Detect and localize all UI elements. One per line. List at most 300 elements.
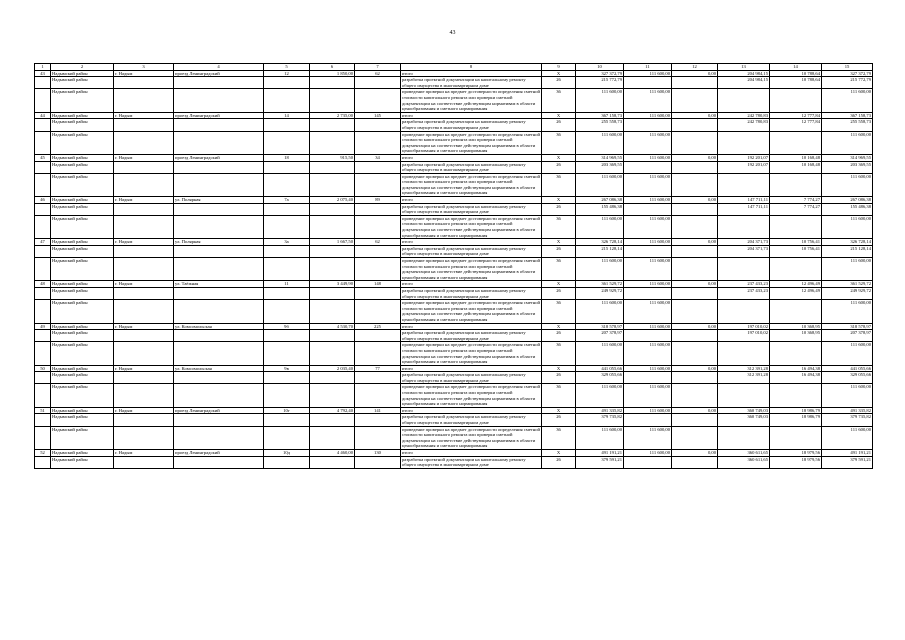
area-cell: [310, 203, 355, 215]
cost-cell: 147 711,11: [718, 203, 770, 215]
quantity-cell: [355, 131, 401, 154]
total-cost-cell: 491 335,82: [576, 407, 624, 414]
cost-cell: 255 558,73: [822, 119, 873, 131]
code-cell: X: [542, 450, 576, 457]
quantity-cell: 34: [355, 154, 401, 161]
row-number: [35, 342, 51, 365]
cost-cell: 111 600,00: [822, 89, 873, 112]
town-cell: [114, 330, 174, 342]
cost-cell: [624, 456, 672, 468]
street-cell: проезд Ленинградский: [174, 112, 264, 119]
row-number: 48: [35, 281, 51, 288]
cost-cell: 0,00: [672, 323, 718, 330]
cost-cell: [624, 245, 672, 257]
work-type-cell: разработка проектной документации на капитальному ремонту общего имущества в многоквартирном доме: [401, 330, 542, 342]
cost-cell: 111 600,00: [624, 112, 672, 119]
town-cell: г. Надым: [114, 407, 174, 414]
row-number: [35, 414, 51, 426]
town-cell: г. Надым: [114, 154, 174, 161]
cost-cell: 18 979,56: [770, 456, 822, 468]
area-cell: 4 792,40: [310, 407, 355, 414]
code-cell: 36: [542, 384, 576, 407]
street-cell: [174, 119, 264, 131]
work-type-cell: итого: [401, 407, 542, 414]
cost-cell: [672, 330, 718, 342]
cost-cell: 326 728,14: [822, 239, 873, 246]
table-row: [35, 131, 873, 154]
area-cell: 1 667,50: [310, 239, 355, 246]
cost-cell: 111 600,00: [624, 197, 672, 204]
work-type-cell: разработка проектной документации на капитальному ремонту общего имущества в многоквартирном доме: [401, 245, 542, 257]
work-type-cell: итого: [401, 154, 542, 161]
code-cell: 36: [542, 173, 576, 196]
cost-cell: 360 749,03: [718, 407, 770, 414]
area-cell: [310, 245, 355, 257]
cost-cell: [672, 203, 718, 215]
cost-cell: 18 979,56: [770, 450, 822, 457]
town-cell: г. Надым: [114, 70, 174, 77]
cost-cell: 491 191,21: [822, 450, 873, 457]
house-cell: 9б: [264, 323, 310, 330]
cost-cell: [672, 414, 718, 426]
cost-cell: 111 600,00: [624, 426, 672, 449]
area-cell: [310, 384, 355, 407]
district-cell: Надымский район: [51, 287, 114, 299]
house-cell: [264, 203, 310, 215]
town-cell: г. Надым: [114, 365, 174, 372]
table-row: [35, 258, 873, 281]
cost-cell: 155 486,38: [822, 203, 873, 215]
cost-cell: 7 774,27: [770, 203, 822, 215]
quantity-cell: [355, 456, 401, 468]
area-cell: [310, 372, 355, 384]
code-cell: X: [542, 239, 576, 246]
street-cell: проезд Ленинградский: [174, 407, 264, 414]
area-cell: 2 075,40: [310, 197, 355, 204]
district-cell: Надымский район: [51, 258, 114, 281]
cost-cell: [718, 342, 770, 365]
capital-repair-table: [34, 63, 873, 469]
code-cell: 26: [542, 414, 576, 426]
cost-cell: 10 788,64: [770, 70, 822, 77]
cost-cell: 192 201,07: [718, 161, 770, 173]
work-type-cell: разработка проектной документации на капитальному ремонту общего имущества в многоквартирном доме: [401, 77, 542, 89]
table-row: [35, 203, 873, 215]
cost-cell: 111 600,00: [822, 173, 873, 196]
cost-cell: [624, 287, 672, 299]
cost-cell: 197 010,02: [718, 330, 770, 342]
cost-cell: 16 494,38: [770, 372, 822, 384]
work-type-cell: разработка проектной документации на капитальному ремонту общего имущества в многоквартирном доме: [401, 161, 542, 173]
street-cell: [174, 456, 264, 468]
street-cell: [174, 384, 264, 407]
cost-cell: [672, 372, 718, 384]
street-cell: [174, 173, 264, 196]
town-cell: [114, 89, 174, 112]
town-cell: г. Надым: [114, 112, 174, 119]
cost-cell: [624, 414, 672, 426]
quantity-cell: 145: [355, 112, 401, 119]
cost-cell: [672, 119, 718, 131]
street-cell: [174, 426, 264, 449]
code-cell: 36: [542, 426, 576, 449]
district-cell: Надымский район: [51, 112, 114, 119]
town-cell: [114, 426, 174, 449]
code-cell: 26: [542, 372, 576, 384]
town-cell: [114, 173, 174, 196]
town-cell: [114, 258, 174, 281]
code-cell: 26: [542, 287, 576, 299]
cost-cell: 0,00: [672, 112, 718, 119]
district-cell: Надымский район: [51, 173, 114, 196]
street-cell: проезд Ленинградский: [174, 450, 264, 457]
district-cell: Надымский район: [51, 281, 114, 288]
work-type-cell: проведение проверки на предмет достоверности определения сметной стоимости капитального ремонта или проверки сметной документации на соответствие действующим нормативам в области ценообразования и сметного нормирования: [402, 342, 540, 365]
row-number: 49: [35, 323, 51, 330]
street-cell: [174, 330, 264, 342]
total-cost-cell: 111 600,00: [576, 300, 624, 323]
work-type-cell: итого: [401, 323, 542, 330]
table-row: [35, 281, 873, 288]
table-row: [35, 161, 873, 173]
cost-cell: 7 774,27: [770, 197, 822, 204]
town-cell: [114, 287, 174, 299]
district-cell: Надымский район: [51, 245, 114, 257]
total-cost-cell: 111 600,00: [576, 215, 624, 238]
table-row: [35, 365, 873, 372]
cost-cell: 361 529,72: [822, 281, 873, 288]
quantity-cell: [355, 287, 401, 299]
work-type-cell: разработка проектной документации на капитальному ремонту общего имущества в многоквартирном доме: [401, 414, 542, 426]
house-cell: [264, 215, 310, 238]
cost-cell: 0,00: [672, 154, 718, 161]
cost-cell: 237 433,23: [718, 281, 770, 288]
town-cell: г. Надым: [114, 281, 174, 288]
row-number: 50: [35, 365, 51, 372]
cost-cell: 111 600,00: [624, 365, 672, 372]
district-cell: Надымский район: [51, 426, 114, 449]
area-cell: [310, 287, 355, 299]
row-number: [35, 426, 51, 449]
column-number: 1: [35, 64, 51, 71]
cost-cell: 18 986,79: [770, 407, 822, 414]
house-cell: [264, 426, 310, 449]
town-cell: г. Надым: [114, 323, 174, 330]
street-cell: ул. Полярная: [174, 239, 264, 246]
work-type-cell: разработка проектной документации на капитальному ремонту общего имущества в многоквартирном доме: [401, 119, 542, 131]
total-cost-cell: 207 378,97: [576, 330, 624, 342]
cost-cell: 204 984,15: [718, 77, 770, 89]
cost-cell: [624, 77, 672, 89]
house-cell: [264, 161, 310, 173]
quantity-cell: 141: [355, 407, 401, 414]
code-cell: X: [542, 70, 576, 77]
cost-cell: 237 433,23: [718, 287, 770, 299]
cost-cell: 111 600,00: [822, 300, 873, 323]
cost-cell: 111 600,00: [822, 384, 873, 407]
area-cell: 4 460,00: [310, 450, 355, 457]
district-cell: Надымский район: [51, 330, 114, 342]
cost-cell: 312 391,28: [718, 372, 770, 384]
work-type-cell: проведение проверки на предмет достоверности определения сметной стоимости капитального ремонта или проверки сметной документации на соответствие действующим нормативам в области ценообразования и сметного нормирования: [402, 258, 540, 280]
quantity-cell: [355, 245, 401, 257]
cost-cell: 111 600,00: [624, 323, 672, 330]
cost-cell: 0,00: [672, 450, 718, 457]
town-cell: [114, 342, 174, 365]
table-row: [35, 456, 873, 468]
town-cell: [114, 203, 174, 215]
district-cell: Надымский район: [51, 372, 114, 384]
district-cell: Надымский район: [51, 450, 114, 457]
cost-cell: 147 711,11: [718, 197, 770, 204]
street-cell: [174, 300, 264, 323]
cost-cell: 111 600,00: [624, 450, 672, 457]
area-cell: 4 530,70: [310, 323, 355, 330]
area-cell: [310, 89, 355, 112]
work-type-cell: разработка проектной документации на капитальному ремонту общего имущества в многоквартирном доме: [401, 203, 542, 215]
cost-cell: [624, 119, 672, 131]
total-cost-cell: 111 600,00: [576, 342, 624, 365]
work-type-cell: проведение проверки на предмет достоверности определения сметной стоимости капитального ремонта или проверки сметной документации на соответствие действующим нормативам в области ценообразования и сметного нормирования: [402, 215, 540, 238]
table-row: [35, 330, 873, 342]
table-row: [35, 119, 873, 131]
cost-cell: 204 371,73: [718, 245, 770, 257]
work-type-cell: проведение проверки на предмет достоверности определения сметной стоимости капитального ремонта или проверки сметной документации на соответствие действующим нормативам в области ценообразования и сметного нормирования: [402, 173, 540, 196]
cost-cell: 204 984,15: [718, 70, 770, 77]
cost-cell: 242 780,83: [718, 119, 770, 131]
district-cell: Надымский район: [51, 119, 114, 131]
cost-cell: 10 788,64: [770, 77, 822, 89]
house-cell: [264, 89, 310, 112]
quantity-cell: [355, 384, 401, 407]
street-cell: [174, 131, 264, 154]
row-number: [35, 456, 51, 468]
row-number: 47: [35, 239, 51, 246]
cost-cell: [718, 173, 770, 196]
street-cell: [174, 414, 264, 426]
district-cell: Надымский район: [51, 89, 114, 112]
cost-cell: 491 335,82: [822, 407, 873, 414]
row-number: [35, 89, 51, 112]
cost-cell: 111 600,00: [624, 258, 672, 281]
cost-cell: [770, 342, 822, 365]
cost-cell: [770, 89, 822, 112]
cost-cell: 0,00: [672, 239, 718, 246]
table-row: [35, 323, 873, 330]
cost-cell: [770, 384, 822, 407]
area-cell: [310, 77, 355, 89]
house-cell: 18: [264, 154, 310, 161]
cost-cell: 111 600,00: [822, 426, 873, 449]
quantity-cell: [355, 330, 401, 342]
cost-cell: 204 371,73: [718, 239, 770, 246]
house-cell: 14: [264, 112, 310, 119]
table-row: [35, 414, 873, 426]
street-cell: [174, 258, 264, 281]
quantity-cell: [355, 414, 401, 426]
cost-cell: [672, 215, 718, 238]
cost-cell: [624, 203, 672, 215]
area-cell: [310, 330, 355, 342]
quantity-cell: [355, 77, 401, 89]
total-cost-cell: 379 735,82: [576, 414, 624, 426]
total-cost-cell: 111 600,00: [576, 426, 624, 449]
column-number: 2: [51, 64, 114, 71]
code-cell: 26: [542, 77, 576, 89]
house-cell: 9в: [264, 365, 310, 372]
house-cell: [264, 245, 310, 257]
cost-cell: 12 496,49: [770, 281, 822, 288]
district-cell: Надымский район: [51, 342, 114, 365]
work-type-cell: итого: [401, 365, 542, 372]
cost-cell: 0,00: [672, 365, 718, 372]
district-cell: Надымский район: [51, 77, 114, 89]
house-cell: 12: [264, 70, 310, 77]
cost-cell: [718, 258, 770, 281]
table-row: [35, 300, 873, 323]
cost-cell: 10 756,41: [770, 239, 822, 246]
area-cell: [310, 456, 355, 468]
work-type-cell: итого: [401, 197, 542, 204]
area-cell: 915,50: [310, 154, 355, 161]
cost-cell: 111 600,00: [822, 342, 873, 365]
cost-cell: 10 168,48: [770, 161, 822, 173]
cost-cell: 111 600,00: [624, 300, 672, 323]
row-number: [35, 258, 51, 281]
quantity-cell: 89: [355, 197, 401, 204]
cost-cell: 327 372,79: [822, 70, 873, 77]
code-cell: X: [542, 197, 576, 204]
column-number: 8: [401, 64, 542, 71]
house-cell: [264, 342, 310, 365]
cost-cell: 203 369,55: [822, 161, 873, 173]
district-cell: Надымский район: [51, 70, 114, 77]
street-cell: проезд Ленинградский: [174, 154, 264, 161]
town-cell: [114, 245, 174, 257]
cost-cell: [672, 426, 718, 449]
row-number: [35, 372, 51, 384]
cost-cell: 111 600,00: [624, 154, 672, 161]
row-number: 52: [35, 450, 51, 457]
cost-cell: 10 168,48: [770, 154, 822, 161]
column-number-row: [35, 64, 873, 71]
area-cell: [310, 342, 355, 365]
cost-cell: 379 735,82: [822, 414, 873, 426]
cost-cell: 329 055,66: [822, 372, 873, 384]
cost-cell: 0,00: [672, 70, 718, 77]
street-cell: [174, 372, 264, 384]
cost-cell: 249 929,72: [822, 287, 873, 299]
house-cell: [264, 414, 310, 426]
total-cost-cell: 314 969,55: [576, 154, 624, 161]
cost-cell: [624, 372, 672, 384]
code-cell: 36: [542, 300, 576, 323]
cost-cell: 318 578,97: [822, 323, 873, 330]
cost-cell: [770, 173, 822, 196]
total-cost-cell: 203 369,55: [576, 161, 624, 173]
cost-cell: 215 128,14: [822, 245, 873, 257]
total-cost-cell: 327 372,79: [576, 70, 624, 77]
code-cell: 26: [542, 203, 576, 215]
column-number: 15: [822, 64, 873, 71]
street-cell: проезд Ленинградский: [174, 70, 264, 77]
total-cost-cell: 111 600,00: [576, 131, 624, 154]
cost-cell: 111 600,00: [624, 239, 672, 246]
street-cell: [174, 215, 264, 238]
quantity-cell: [355, 215, 401, 238]
total-cost-cell: 249 929,72: [576, 287, 624, 299]
cost-cell: [718, 384, 770, 407]
quantity-cell: [355, 300, 401, 323]
code-cell: X: [542, 407, 576, 414]
column-number: 9: [542, 64, 576, 71]
town-cell: [114, 456, 174, 468]
cost-cell: 18 986,79: [770, 414, 822, 426]
cost-cell: 111 600,00: [624, 70, 672, 77]
cost-cell: 111 600,00: [624, 89, 672, 112]
code-cell: 36: [542, 131, 576, 154]
district-cell: Надымский район: [51, 323, 114, 330]
street-cell: ул. Таёжная: [174, 281, 264, 288]
page-number: 43: [449, 30, 456, 36]
cost-cell: [770, 258, 822, 281]
cost-cell: [672, 384, 718, 407]
code-cell: X: [542, 112, 576, 119]
house-cell: 7а: [264, 197, 310, 204]
total-cost-cell: 111 600,00: [576, 89, 624, 112]
cost-cell: [624, 330, 672, 342]
code-cell: 36: [542, 215, 576, 238]
cost-cell: 242 780,83: [718, 112, 770, 119]
column-number: 6: [310, 64, 355, 71]
cost-cell: [672, 173, 718, 196]
work-type-cell: проведение проверки на предмет достоверности определения сметной стоимости капитального ремонта или проверки сметной документации на соответствие действующим нормативам в области ценообразования и сметного нормирования: [402, 426, 540, 449]
cost-cell: [672, 131, 718, 154]
row-number: 43: [35, 70, 51, 77]
cost-cell: 267 086,38: [822, 197, 873, 204]
cost-cell: 192 201,07: [718, 154, 770, 161]
total-cost-cell: 111 600,00: [576, 173, 624, 196]
table-row: [35, 197, 873, 204]
total-cost-cell: 441 055,66: [576, 365, 624, 372]
total-cost-cell: 255 558,73: [576, 119, 624, 131]
row-number: 44: [35, 112, 51, 119]
district-cell: Надымский район: [51, 384, 114, 407]
district-cell: Надымский район: [51, 215, 114, 238]
total-cost-cell: 361 529,72: [576, 281, 624, 288]
town-cell: г. Надым: [114, 239, 174, 246]
area-cell: 1 850,00: [310, 70, 355, 77]
row-number: [35, 77, 51, 89]
area-cell: 2 735,00: [310, 112, 355, 119]
cost-cell: 314 969,55: [822, 154, 873, 161]
code-cell: X: [542, 323, 576, 330]
table-row: [35, 287, 873, 299]
town-cell: [114, 300, 174, 323]
total-cost-cell: 367 158,73: [576, 112, 624, 119]
table-row: [35, 70, 873, 77]
town-cell: [114, 215, 174, 238]
cost-cell: 360 611,65: [718, 450, 770, 457]
table-row: [35, 215, 873, 238]
work-type-cell: разработка проектной документации на капитальному ремонту общего имущества в многоквартирном доме: [401, 287, 542, 299]
house-cell: [264, 77, 310, 89]
area-cell: [310, 173, 355, 196]
total-cost-cell: 215 128,14: [576, 245, 624, 257]
row-number: [35, 131, 51, 154]
area-cell: [310, 131, 355, 154]
work-type-cell: проведение проверки на предмет достоверности определения сметной стоимости капитального ремонта или проверки сметной документации на соответствие действующим нормативам в области ценообразования и сметного нормирования: [402, 300, 540, 322]
